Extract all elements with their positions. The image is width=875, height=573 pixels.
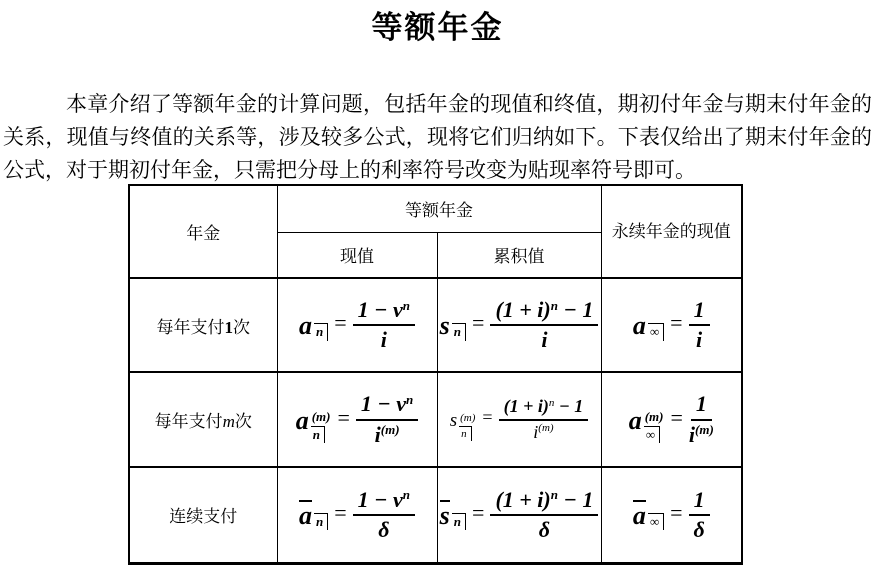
equals-sign: =: [670, 499, 683, 525]
numerator: $(1 + i)^n - 1$: [490, 298, 598, 326]
fraction: [356, 392, 418, 446]
table-row-annual: [129, 278, 742, 372]
angle-subscript: ∞: [648, 513, 664, 530]
numerator: $1 - v^n$: [356, 392, 418, 420]
angle-subscript: n: [452, 323, 466, 340]
table-row-mthly: [129, 372, 742, 467]
annuity-symbol: s: [439, 501, 450, 531]
angle-subscript: n: [314, 323, 328, 340]
page-title: 等额年金: [371, 10, 504, 45]
intro-paragraph: 本章介绍了等额年金的计算问题，包括年金的现值和终值，期初付年金与期末付年金的关系，现值与终值的关系等，涉及较多公式，现将它们归纳如下。下表仅给出了期末付年金的公式，对于期初付年金，只需把分母上的利率符号改变为贴现率符号即可。: [3, 93, 872, 182]
annuity-symbol: a: [299, 501, 312, 531]
denominator: $i^{(m)}$: [533, 421, 554, 442]
annuity-symbol: s: [439, 311, 450, 340]
formula-pv-annual: [278, 298, 437, 352]
annuity-symbol: s: [449, 410, 458, 431]
row-label-annual: 每年支付1次: [129, 278, 277, 372]
annuity-symbol: a: [299, 311, 312, 340]
header-cell-perpetuity-pv: 永续年金的现值: [601, 185, 742, 278]
annuity-symbol: a: [632, 311, 646, 340]
numerator: $1 - v^n$: [353, 298, 415, 326]
equals-sign: =: [337, 404, 350, 430]
symbol-superscript: (m): [311, 409, 331, 425]
fraction: [499, 397, 589, 443]
equals-sign: =: [482, 407, 493, 427]
fraction: [353, 488, 415, 542]
formula-av-annual: [438, 298, 601, 352]
annuity-formula-table: [128, 184, 743, 565]
formula-pv-mthly: [278, 392, 437, 446]
row-label-continuous: 连续支付: [129, 467, 277, 563]
angle-subscript: ∞: [644, 426, 660, 443]
equals-sign: =: [334, 499, 347, 525]
denominator: i: [541, 327, 548, 352]
formula-perpetuity-annual: [602, 298, 742, 352]
denominator: δ: [538, 516, 551, 542]
symbol-superscript: (m): [644, 409, 664, 425]
fraction: [689, 488, 710, 542]
annuity-symbol: a: [295, 405, 309, 435]
equals-sign: =: [472, 499, 485, 525]
angle-subscript: n: [311, 426, 325, 443]
equals-sign: =: [670, 310, 683, 335]
header-cell-present-value: 现值: [277, 232, 437, 278]
angle-subscript: n: [452, 513, 466, 530]
denominator: i: [380, 327, 387, 352]
equals-sign: =: [670, 404, 683, 430]
denominator: $i^{(m)}$: [374, 421, 400, 447]
table-row-continuous: [129, 467, 742, 563]
formula-av-continuous: [438, 488, 601, 542]
header-cell-accumulated-value: 累积值: [437, 232, 601, 278]
row-label-mthly: 每年支付m次: [129, 372, 277, 467]
fraction: [689, 298, 710, 352]
angle-subscript: ∞: [648, 323, 664, 340]
fraction: [490, 488, 598, 542]
numerator: $1 - v^n$: [353, 488, 415, 516]
fraction: [490, 298, 598, 352]
formula-perpetuity-mthly: [602, 392, 742, 446]
equals-sign: =: [334, 310, 347, 335]
equals-sign: =: [472, 310, 485, 335]
symbol-superscript: (m): [460, 412, 476, 425]
angle-subscript: n: [459, 426, 472, 441]
fraction: [353, 298, 415, 352]
denominator: i: [696, 327, 703, 352]
formula-perpetuity-continuous: [602, 488, 742, 542]
denominator: $i^{(m)}$: [688, 421, 714, 447]
numerator: 1: [689, 488, 710, 516]
annuity-symbol: a: [628, 405, 642, 435]
header-cell-level-annuity: 等额年金: [277, 185, 601, 232]
formula-av-mthly: [438, 397, 601, 443]
header-cell-annuity: 年金: [129, 185, 277, 278]
numerator: $(1 + i)^n - 1$: [490, 488, 598, 516]
fraction: [689, 392, 714, 446]
numerator: $(1 + i)^n - 1$: [499, 397, 589, 421]
angle-subscript: n: [314, 513, 328, 530]
numerator: 1: [689, 298, 710, 326]
annuity-symbol: a: [632, 501, 646, 531]
denominator: δ: [693, 516, 705, 542]
formula-pv-continuous: [278, 488, 437, 542]
numerator: 1: [691, 392, 712, 420]
denominator: δ: [378, 516, 390, 542]
